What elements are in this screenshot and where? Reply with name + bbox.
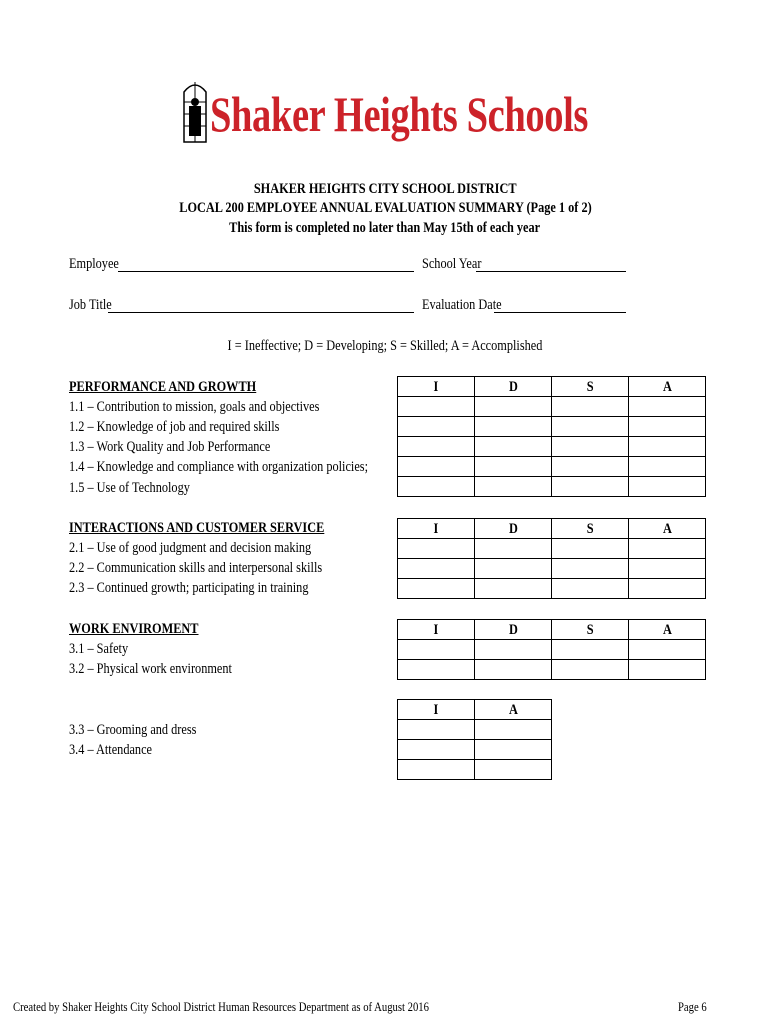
rating-cell[interactable] — [629, 457, 706, 477]
rating-cell[interactable] — [398, 640, 475, 660]
logo-wordmark: Shaker Heights Schools — [210, 86, 589, 142]
rating-cell[interactable] — [552, 559, 629, 579]
rating-cell[interactable] — [552, 457, 629, 477]
rating-grid-grooming-attendance — [397, 699, 552, 780]
rating-cell[interactable] — [629, 579, 706, 599]
rating-header-a: A — [629, 620, 706, 640]
rating-cell[interactable] — [475, 740, 552, 760]
table-row — [398, 579, 706, 599]
table-row — [398, 437, 706, 457]
list-item: 2.1 – Use of good judgment and decision making — [69, 540, 312, 556]
form-deadline: This form is completed no later than May 15th of each year — [229, 220, 541, 236]
list-item: 1.1 – Contribution to mission, goals and objectives — [69, 399, 320, 415]
list-item: 2.2 – Communication skills and interpersonal skills — [69, 560, 323, 576]
list-item: 3.2 – Physical work environment — [69, 661, 232, 677]
rating-header-i: I — [398, 377, 475, 397]
table-row — [398, 660, 706, 680]
rating-cell[interactable] — [475, 417, 552, 437]
rating-cell[interactable] — [475, 539, 552, 559]
section-title-interactions: INTERACTIONS AND CUSTOMER SERVICE — [69, 520, 325, 536]
rating-cell[interactable] — [552, 539, 629, 559]
rating-header-a: A — [475, 700, 552, 720]
rating-cell[interactable] — [398, 740, 475, 760]
list-item: 1.3 – Work Quality and Job Performance — [69, 439, 271, 455]
rating-cell[interactable] — [629, 539, 706, 559]
table-row — [398, 539, 706, 559]
rating-cell[interactable] — [629, 660, 706, 680]
section-title-work-environment: WORK ENVIROMENT — [69, 621, 199, 637]
rating-cell[interactable] — [475, 457, 552, 477]
rating-cell[interactable] — [629, 640, 706, 660]
rating-header-i: I — [398, 700, 475, 720]
list-item: 3.3 – Grooming and dress — [69, 722, 197, 738]
rating-cell[interactable] — [629, 397, 706, 417]
table-row — [398, 397, 706, 417]
list-item: 1.5 – Use of Technology — [69, 480, 190, 496]
rating-cell[interactable] — [552, 397, 629, 417]
rating-header-s: S — [552, 377, 629, 397]
rating-cell[interactable] — [475, 640, 552, 660]
table-row — [398, 559, 706, 579]
form-title: LOCAL 200 EMPLOYEE ANNUAL EVALUATION SUMMARY (Page 1 of 2) — [178, 200, 592, 216]
rating-cell[interactable] — [398, 539, 475, 559]
table-row — [398, 720, 552, 740]
rating-header-d: D — [475, 620, 552, 640]
rating-header-d: D — [475, 377, 552, 397]
rating-grid-interactions — [397, 518, 706, 599]
rating-cell[interactable] — [629, 477, 706, 497]
rating-cell[interactable] — [475, 720, 552, 740]
rating-cell[interactable] — [398, 457, 475, 477]
rating-cell[interactable] — [398, 417, 475, 437]
page-number: Page 6 — [678, 999, 707, 1014]
table-row — [398, 457, 706, 477]
rating-cell[interactable] — [475, 397, 552, 417]
rating-header-a: A — [629, 377, 706, 397]
rating-cell[interactable] — [475, 579, 552, 599]
district-title: SHAKER HEIGHTS CITY SCHOOL DISTRICT — [253, 181, 517, 197]
rating-cell[interactable] — [398, 477, 475, 497]
rating-cell[interactable] — [398, 559, 475, 579]
list-item: 3.4 – Attendance — [69, 742, 153, 758]
rating-cell[interactable] — [552, 417, 629, 437]
rating-grid-work-environment — [397, 619, 706, 680]
rating-cell[interactable] — [398, 579, 475, 599]
rating-legend: I = Ineffective; D = Developing; S = Skilled; A = Accomplished — [227, 338, 543, 354]
rating-cell[interactable] — [552, 477, 629, 497]
rating-cell[interactable] — [629, 417, 706, 437]
rating-cell[interactable] — [475, 477, 552, 497]
rating-cell[interactable] — [398, 397, 475, 417]
employee-label: Employee — [69, 256, 119, 272]
rating-header-a: A — [629, 519, 706, 539]
rating-cell[interactable] — [552, 640, 629, 660]
rating-cell[interactable] — [398, 660, 475, 680]
table-row — [398, 640, 706, 660]
rating-cell[interactable] — [552, 660, 629, 680]
section-title-performance: PERFORMANCE AND GROWTH — [69, 379, 257, 395]
schoolhouse-emblem-icon — [182, 78, 208, 144]
rating-header-s: S — [552, 519, 629, 539]
rating-cell[interactable] — [398, 760, 475, 780]
rating-grid-performance — [397, 376, 706, 497]
rating-cell[interactable] — [475, 437, 552, 457]
table-row — [398, 477, 706, 497]
rating-cell[interactable] — [629, 437, 706, 457]
rating-cell[interactable] — [475, 760, 552, 780]
rating-cell[interactable] — [552, 437, 629, 457]
rating-cell[interactable] — [629, 559, 706, 579]
job-title-label: Job Title — [69, 297, 112, 313]
evaluation-date-field[interactable] — [494, 312, 626, 313]
rating-cell[interactable] — [398, 437, 475, 457]
rating-cell[interactable] — [475, 660, 552, 680]
table-row — [398, 417, 706, 437]
employee-field[interactable] — [118, 271, 414, 272]
list-item: 1.2 – Knowledge of job and required skills — [69, 419, 280, 435]
rating-cell[interactable] — [475, 559, 552, 579]
rating-cell[interactable] — [552, 579, 629, 599]
rating-header-i: I — [398, 620, 475, 640]
table-row — [398, 760, 552, 780]
rating-header-i: I — [398, 519, 475, 539]
list-item: 3.1 – Safety — [69, 641, 129, 657]
evaluation-date-label: Evaluation Date — [422, 297, 502, 313]
table-row — [398, 740, 552, 760]
rating-header-d: D — [475, 519, 552, 539]
list-item: 1.4 – Knowledge and compliance with organization policies; — [69, 459, 369, 475]
job-title-field[interactable] — [108, 312, 414, 313]
rating-header-s: S — [552, 620, 629, 640]
list-item: 2.3 – Continued growth; participating in training — [69, 580, 309, 596]
footer-credit: Created by Shaker Heights City School District Human Resources Department as of August 2016 — [13, 999, 429, 1014]
school-year-field[interactable] — [476, 271, 626, 272]
school-year-label: School Year — [422, 256, 482, 272]
rating-cell[interactable] — [398, 720, 475, 740]
